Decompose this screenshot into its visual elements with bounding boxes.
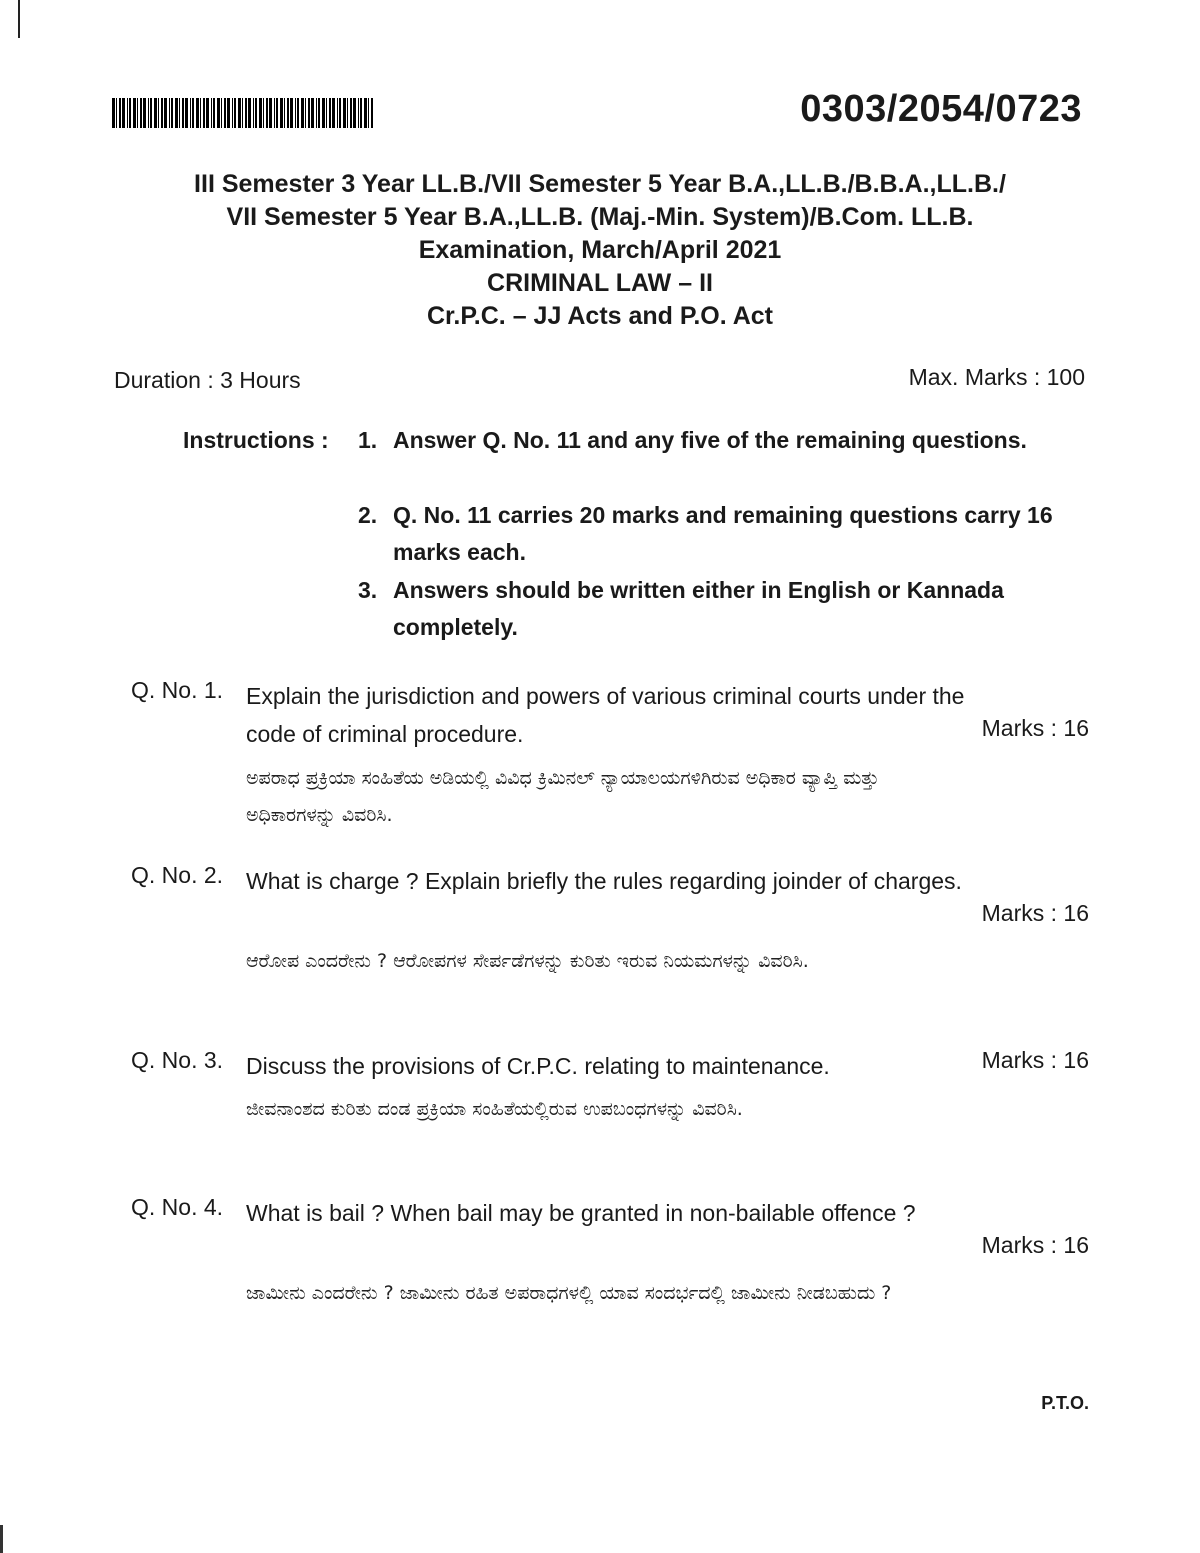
barcode-stripe — [311, 98, 314, 128]
barcode-stripe — [161, 98, 163, 128]
barcode-stripe — [185, 98, 188, 128]
question-text: What is charge ? Explain briefly the rules regarding joinder of charges. — [246, 868, 962, 894]
header-line: Cr.P.C. – JJ Acts and P.O. Act — [427, 302, 773, 330]
barcode-stripe — [232, 98, 233, 128]
barcode-stripe — [343, 98, 346, 128]
barcode-stripe — [276, 98, 278, 128]
barcode-stripe — [329, 98, 331, 128]
barcode-stripe — [360, 98, 362, 128]
barcode-stripe — [280, 98, 283, 128]
barcode-stripe — [259, 98, 262, 128]
header-line: VII Semester 5 Year B.A.,LL.B. (Maj.-Min. System)/B.Com. LL.B. — [226, 203, 974, 231]
instruction-number: 1. — [358, 427, 378, 453]
question-number: Q. No. 4. — [131, 1194, 224, 1220]
barcode-stripe — [350, 98, 352, 128]
question-text: Discuss the provisions of Cr.P.C. relating to maintenance. — [246, 1053, 830, 1079]
barcode-stripe — [337, 98, 338, 128]
please-turn-over: P.T.O. — [1041, 1393, 1089, 1413]
barcode-stripe — [175, 98, 178, 128]
barcode-stripe — [148, 98, 149, 128]
barcode-stripe — [154, 98, 157, 128]
barcode-stripe — [143, 98, 146, 128]
question-text-kannada: ಜೀವನಾಂಶದ ಕುರಿತು ದಂಡ ಪ್ರಕ್ರಿಯಾ ಸಂಹಿತೆಯಲ್ಲಿರುವ ಉಪಬಂಧಗಳನ್ನು ವಿವರಿಸಿ. — [246, 1098, 743, 1120]
instruction-text: Q. No. 11 carries 20 marks and remaining questions carry 16 marks each. — [393, 502, 1053, 565]
barcode-stripe — [364, 98, 367, 128]
barcode-stripe — [190, 98, 191, 128]
question-number: Q. No. 3. — [131, 1047, 224, 1073]
barcode-stripe — [248, 98, 251, 128]
barcode-stripe — [284, 98, 285, 128]
barcode-stripe — [171, 98, 173, 128]
barcode-stripe — [182, 98, 184, 128]
barcode-stripe — [213, 98, 215, 128]
question-number: Q. No. 2. — [131, 862, 224, 888]
barcode-stripe — [133, 98, 136, 128]
scan-edge-mark — [0, 1525, 3, 1553]
question-text: Explain the jurisdiction and powers of various criminal courts under the code of criminal procedure. — [246, 683, 965, 747]
exam-header — [0, 168, 1200, 333]
barcode-stripe — [129, 98, 131, 128]
header-line: III Semester 3 Year LL.B./VII Semester 5 Year B.A.,LL.B./B.B.A.,LL.B./ — [194, 170, 1006, 198]
barcode-stripe — [269, 98, 272, 128]
question-marks: Marks : 16 — [981, 900, 1089, 926]
question-number: Q. No. 1. — [131, 677, 224, 703]
barcode-stripe — [301, 98, 304, 128]
barcode-stripe — [253, 98, 254, 128]
barcode-stripe — [164, 98, 167, 128]
barcode-stripe — [266, 98, 268, 128]
instruction-text: Answers should be written either in English or Kannada completely. — [393, 577, 1004, 640]
barcode-stripe — [137, 98, 138, 128]
barcode-stripe — [158, 98, 159, 128]
barcode-stripe — [371, 98, 373, 128]
question-marks: Marks : 16 — [981, 1232, 1089, 1258]
barcode-stripe — [263, 98, 264, 128]
barcode-stripe — [316, 98, 317, 128]
barcode-stripe — [200, 98, 201, 128]
barcode-stripe — [322, 98, 325, 128]
barcode-stripe — [179, 98, 180, 128]
duration: Duration : 3 Hours — [114, 367, 301, 393]
barcode-stripe — [318, 98, 320, 128]
barcode-stripe — [206, 98, 209, 128]
barcode-stripe — [274, 98, 275, 128]
question-text: What is bail ? When bail may be granted in non-bailable offence ? — [246, 1200, 916, 1226]
barcode-stripe — [347, 98, 348, 128]
barcode-stripe — [217, 98, 220, 128]
header-line: CRIMINAL LAW – II — [487, 269, 713, 297]
header-line: Examination, March/April 2021 — [418, 236, 782, 264]
barcode-stripe — [353, 98, 356, 128]
instruction-number: 2. — [358, 502, 378, 528]
barcode-stripe — [122, 98, 125, 128]
barcode-stripe — [224, 98, 226, 128]
barcode-stripe — [368, 98, 369, 128]
barcode-stripe — [295, 98, 296, 128]
question-text-kannada: ಅಪರಾಧ ಪ್ರಕ್ರಿಯಾ ಸಂಹಿತೆಯ ಅಡಿಯಲ್ಲಿ ವಿವಿಧ ಕ್ರಿಮಿನಲ್ ನ್ಯಾಯಾಲಯಗಳಿಗಿರುವ ಅಧಿಕಾರ ವ್ಯಾಪ್ತಿ ಮತ್ತು ಅಧಿಕಾರಗಳನ್ನು ವಿವರಿಸಿ. — [246, 767, 880, 826]
barcode-stripe — [242, 98, 243, 128]
barcode-stripe — [192, 98, 194, 128]
barcode-stripe — [119, 98, 121, 128]
instruction-number: 3. — [358, 577, 378, 603]
barcode-stripe — [221, 98, 222, 128]
scan-edge-mark — [18, 0, 20, 38]
barcode-stripe — [203, 98, 205, 128]
barcode-stripe — [255, 98, 257, 128]
question-text-kannada: ಜಾಮೀನು ಎಂದರೇನು ? ಜಾಮೀನು ರಹಿತ ಅಪರಾಧಗಳಲ್ಲಿ ಯಾವ ಸಂದರ್ಭದಲ್ಲಿ ಜಾಮೀನು ನೀಡಬಹುದು ? — [246, 1282, 892, 1304]
paper-code: 0303/2054/0723 — [800, 88, 1082, 130]
barcode-stripe — [245, 98, 247, 128]
barcode-stripe — [326, 98, 327, 128]
barcode-stripe — [290, 98, 293, 128]
barcode-stripe — [150, 98, 152, 128]
barcode-stripe — [287, 98, 289, 128]
max-marks: Max. Marks : 100 — [908, 364, 1085, 390]
barcode-stripe — [238, 98, 241, 128]
barcode-stripe — [297, 98, 299, 128]
barcode-stripe — [169, 98, 170, 128]
barcode-stripe — [227, 98, 230, 128]
barcode-stripe — [211, 98, 212, 128]
barcode-stripe — [112, 98, 115, 128]
instruction-text: Answer Q. No. 11 and any five of the remaining questions. — [393, 427, 1027, 453]
question-marks: Marks : 16 — [981, 715, 1089, 741]
barcode — [112, 98, 422, 128]
barcode-stripe — [332, 98, 335, 128]
instructions-label: Instructions : — [183, 427, 329, 453]
barcode-stripe — [196, 98, 199, 128]
barcode-stripe — [127, 98, 128, 128]
question-text-kannada: ಆರೋಪ ಎಂದರೇನು ? ಆರೋಪಗಳ ಸೇರ್ಪಡೆಗಳನ್ನು ಕುರಿತು ಇರುವ ನಿಯಮಗಳನ್ನು ವಿವರಿಸಿ. — [246, 950, 809, 972]
question-marks: Marks : 16 — [981, 1047, 1089, 1073]
barcode-stripe — [140, 98, 142, 128]
barcode-stripe — [234, 98, 236, 128]
barcode-stripe — [339, 98, 341, 128]
barcode-stripe — [308, 98, 310, 128]
barcode-stripe — [116, 98, 117, 128]
barcode-stripe — [305, 98, 306, 128]
barcode-stripe — [358, 98, 359, 128]
